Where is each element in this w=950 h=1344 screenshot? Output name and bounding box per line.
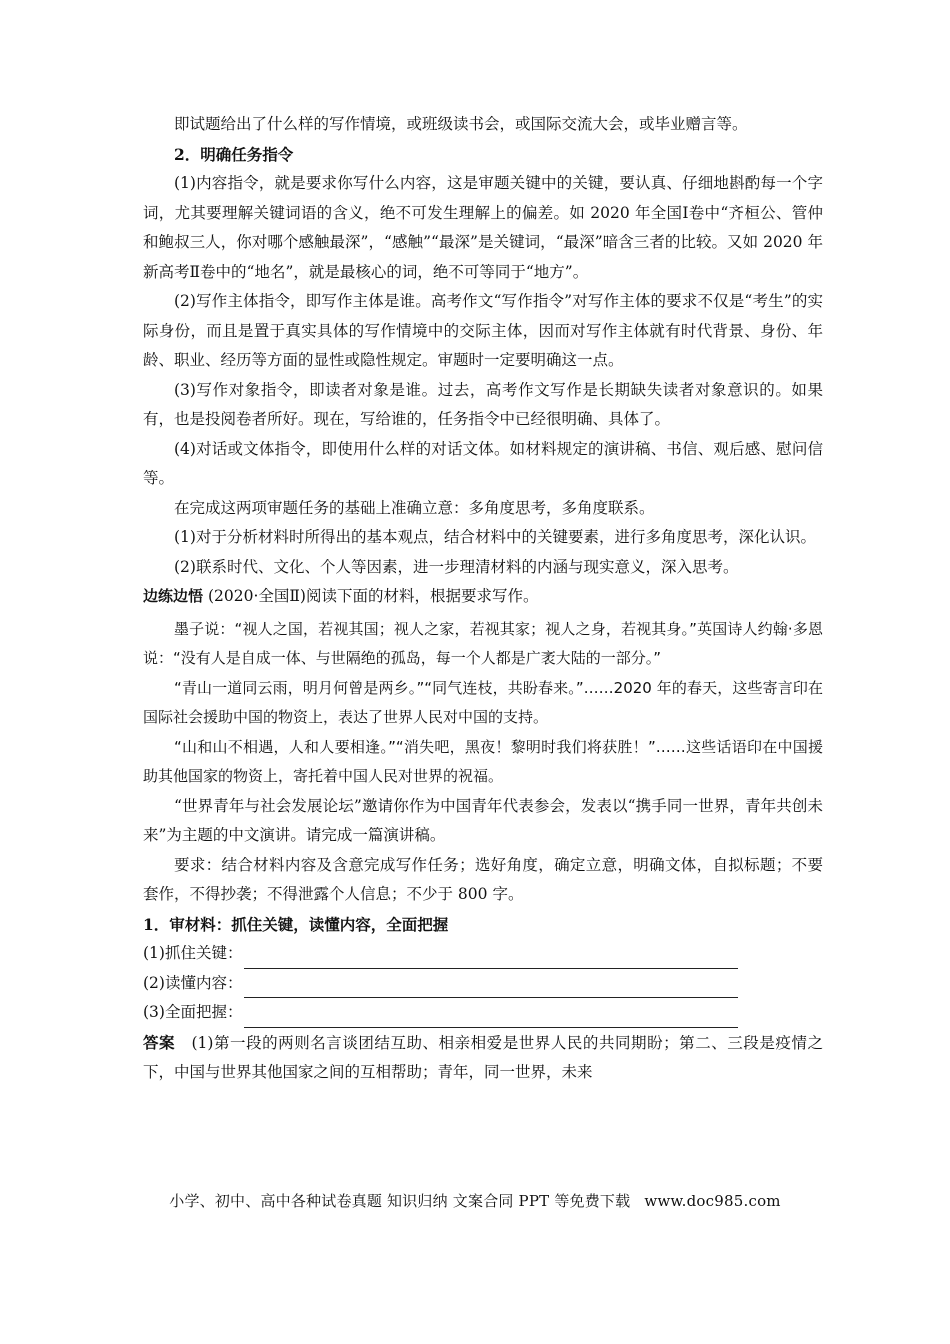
material-paragraph-2: “青山一道同云雨，明月何曾是两乡。”“同气连枝，共盼春来。”……2020 年的春天，这些寄言印在国际社会援助中国的物资上，表达了世界人民对中国的支持。 bbox=[143, 678, 823, 726]
answer-text: (1)第一段的两则名言谈团结互助、相亲相爱是世界人民的共同期盼；第二、三段是疫情之下，中国与世界其他国家之间的互相帮助；青年，同一世界，未来 bbox=[143, 1033, 823, 1081]
fill-label-3: (3)全面把握： bbox=[143, 1003, 243, 1021]
answer-paragraph bbox=[143, 1028, 823, 1088]
answer-label: 答案 bbox=[143, 1032, 176, 1052]
fill-row-3 bbox=[143, 998, 823, 1028]
fill-label-1: (1)抓住关键： bbox=[143, 944, 243, 962]
fill-label-2: (2)读懂内容： bbox=[143, 973, 243, 992]
fill-blank-1[interactable] bbox=[244, 948, 738, 969]
material-paragraph-1: 墨子说：“视人之国，若视其国；视人之家，若视其家；视人之身，若视其身。”英国诗人约翰·多恩说：“没有人是自成一体、与世隔绝的孤岛，每一个人都是广袤大陆的一部分。” bbox=[143, 619, 823, 667]
material-paragraph-4: “世界青年与社会发展论坛”邀请你作为中国青年代表参会，发表以“携手同一世界，青年共创未来”为主题的中文演讲。请完成一篇演讲稿。 bbox=[143, 796, 823, 844]
paragraph-point-1: (1)对于分析材料时所得出的基本观点，结合材料中的关键要素，进行多角度思考，深化认识。 bbox=[174, 528, 816, 546]
practice-line bbox=[143, 582, 823, 612]
requirement-paragraph: 要求：结合材料内容及含意完成写作任务；选好角度，确定立意，明确文体，自拟标题；不要套作，不得抄袭；不得泄露个人信息；不少于 800 字。 bbox=[143, 855, 823, 903]
practice-label: 边练边悟 bbox=[143, 587, 204, 605]
fill-row-2 bbox=[143, 969, 823, 999]
practice-text: (2020·全国Ⅱ)阅读下面的材料，根据要求写作。 bbox=[207, 587, 539, 605]
review-heading: 1．审材料：抓住关键，读懂内容，全面把握 bbox=[143, 914, 449, 934]
fill-blank-2[interactable] bbox=[244, 977, 738, 998]
footer-text: 小学、初中、高中各种试卷真题 知识归纳 文案合同 PPT 等免费下载 bbox=[169, 1192, 631, 1210]
fill-row-1 bbox=[143, 939, 823, 969]
paragraph-point-2: (2)联系时代、文化、个人等因素，进一步理清材料的内涵与现实意义，深入思考。 bbox=[174, 557, 739, 576]
material-paragraph-3: “山和山不相遇，人和人要相逢。”“消失吧，黑夜！黎明时我们将获胜！”……这些话语印在中国援助其他国家的物资上，寄托着中国人民对世界的祝福。 bbox=[143, 737, 823, 785]
paragraph-audience-instruction: (3)写作对象指令，即读者对象是谁。过去，高考作文写作是长期缺失读者对象意识的。如果有，也是投阅卷者所好。现在，写给谁的，任务指令中已经很明确、具体了。 bbox=[143, 380, 823, 428]
paragraph-content-instruction: (1)内容指令，就是要求你写什么内容，这是审题关键中的关键，要认真、仔细地斟酌每一个字词，尤其要理解关键词语的含义，绝不可发生理解上的偏差。如 2020 年全国Ⅰ卷中“齐桓公、管仲和鲍叔三人，你对哪个感触最深”，“感触”“最深”是关键词，“最深”暗含三者的比较。又如 2020 年新高考Ⅱ卷中的“地名”，就是最核心的词，绝不可等同于“地方”。 bbox=[143, 174, 823, 281]
footer-url[interactable]: www.doc985.com bbox=[644, 1192, 781, 1210]
fill-blank-3[interactable] bbox=[244, 1007, 738, 1028]
paragraph-intent: 在完成这两项审题任务的基础上准确立意：多角度思考，多角度联系。 bbox=[174, 498, 655, 517]
page-footer bbox=[0, 1190, 950, 1211]
paragraph-subject-instruction: (2)写作主体指令，即写作主体是谁。高考作文“写作指令”对写作主体的要求不仅是“考生”的实际身份，而且是置于真实具体的写作情境中的交际主体，因而对写作主体就有时代背景、身份、年龄、职业、经历等方面的显性或隐性规定。审题时一定要明确这一点。 bbox=[143, 292, 823, 369]
document-body bbox=[143, 110, 823, 1088]
section-heading: 2．明确任务指令 bbox=[174, 144, 294, 164]
intro-line: 即试题给出了什么样的写作情境，或班级读书会，或国际交流大会，或毕业赠言等。 bbox=[174, 115, 748, 133]
paragraph-genre-instruction: (4)对话或文体指令，即使用什么样的对话文体。如材料规定的演讲稿、书信、观后感、慰问信等。 bbox=[143, 439, 823, 487]
